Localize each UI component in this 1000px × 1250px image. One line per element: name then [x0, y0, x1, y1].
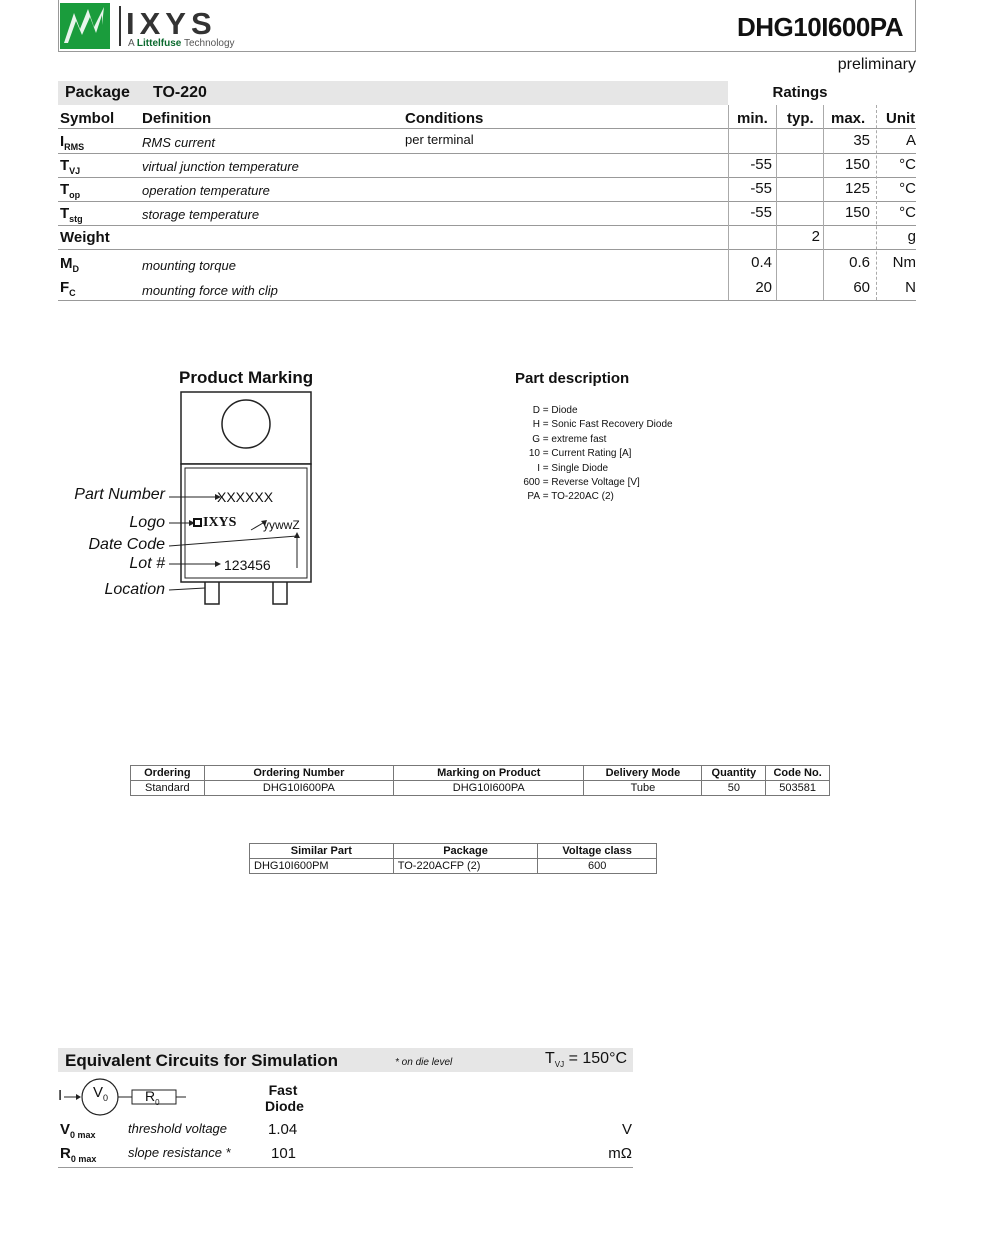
conditions-cell: per terminal — [405, 132, 474, 147]
symbol-top: $T_{op}$ — [60, 181, 81, 200]
logo-separator — [119, 6, 121, 46]
similar-part-table — [249, 843, 657, 874]
part-number-title: DHG10I600PA — [737, 12, 903, 42]
list-item: PA = TO-220AC (2) — [527, 491, 614, 503]
column-header-fast-diode — [265, 1082, 304, 1114]
min-cell: -55 — [750, 204, 772, 221]
symbol-v0max: $V_{0 max}$ — [60, 1121, 96, 1140]
table-cell: 600 — [538, 859, 657, 874]
definition-cell: slope resistance * — [128, 1145, 231, 1160]
table-cell: Standard — [131, 781, 205, 796]
circuit-r0-label: $R_0$ — [145, 1088, 160, 1107]
brand-name: IXYS — [126, 6, 217, 41]
table-rule — [58, 249, 916, 250]
max-cell: 35 — [853, 132, 870, 149]
column-divider — [776, 105, 777, 300]
marking-label-logo: Logo — [129, 514, 165, 531]
status-label: preliminary — [837, 56, 916, 73]
value-cell: 1.04 — [268, 1121, 298, 1138]
symbol-tvj: $T_{VJ}$ — [60, 157, 81, 176]
unit-cell: °C — [899, 180, 916, 197]
max-cell: 60 — [853, 279, 870, 296]
table-header: Voltage class — [538, 844, 657, 859]
col-max: max. — [831, 110, 866, 127]
marking-logo — [193, 515, 236, 531]
symbol-tstg: $T_{stg}$ — [60, 205, 83, 224]
unit-cell: V — [621, 1121, 632, 1138]
table-header-row — [131, 766, 830, 781]
marking-label-lot: Lot # — [129, 555, 165, 572]
list-item: 600 = Reverse Voltage [V] — [523, 477, 640, 489]
symbol-r0max: $R_{0 max}$ — [60, 1145, 97, 1164]
table-row — [250, 859, 657, 874]
part-description-title: Part description — [515, 370, 630, 387]
part-description-list — [518, 404, 673, 505]
unit-cell: °C — [899, 204, 916, 221]
list-item: D = Diode — [532, 405, 578, 416]
marking-label-location: Location — [104, 581, 165, 598]
marking-logo-text: IXYS — [203, 515, 237, 530]
list-item: I = Single Diode — [537, 462, 609, 474]
ratings-label: Ratings — [772, 84, 828, 101]
definition-cell: operation temperature — [142, 183, 270, 198]
max-cell: 150 — [844, 156, 870, 173]
max-cell: 0.6 — [849, 254, 870, 271]
tagline-brand: Littelfuse — [136, 38, 182, 49]
marking-label-part-number: Part Number — [74, 486, 165, 503]
table-rule — [58, 128, 916, 129]
col-typ: typ. — [787, 110, 814, 127]
circuit-current-label: I — [58, 1087, 63, 1104]
value-cell: 101 — [271, 1145, 297, 1162]
min-cell: -55 — [750, 156, 772, 173]
unit-cell: mΩ — [608, 1145, 632, 1162]
tagline-suffix: Technology — [183, 38, 235, 49]
table-header-row — [250, 844, 657, 859]
table-rule — [58, 177, 916, 178]
min-cell: -55 — [750, 180, 772, 197]
table-header: Quantity — [702, 766, 766, 781]
table-cell: 503581 — [766, 781, 830, 796]
col-unit: Unit — [886, 110, 916, 127]
symbol-md: $M_D$ — [60, 255, 79, 274]
max-cell: 150 — [844, 204, 870, 221]
tagline-prefix: A — [128, 38, 135, 49]
symbol-weight: Weight — [60, 229, 110, 246]
col-definition: Definition — [142, 110, 212, 127]
col-conditions: Conditions — [405, 110, 484, 127]
table-cell: 50 — [702, 781, 766, 796]
table-header: Package — [393, 844, 538, 859]
marking-label-date-code: Date Code — [88, 536, 165, 553]
col-min: min. — [737, 110, 768, 127]
table-rule — [58, 153, 916, 154]
table-header: Code No. — [766, 766, 830, 781]
ixys-logo-icon — [60, 3, 110, 49]
table-header: Similar Part — [250, 844, 394, 859]
ordering-table — [130, 765, 830, 796]
table-rule — [58, 201, 916, 202]
package-value: TO-220 — [153, 84, 207, 101]
max-cell: 125 — [844, 180, 870, 197]
equivalent-circuit-diagram — [58, 1078, 188, 1116]
definition-cell: virtual junction temperature — [142, 159, 299, 174]
table-rule — [58, 1167, 633, 1168]
table-header: Ordering — [131, 766, 205, 781]
definition-cell: RMS current — [142, 135, 215, 150]
table-cell: DHG10I600PA — [204, 781, 393, 796]
equivalent-condition: $T_{VJ} = 150^\circ C$ — [545, 1050, 628, 1070]
table-rule — [58, 225, 916, 226]
typ-cell: 2 — [811, 228, 820, 245]
marking-value-lot: 123456 — [224, 557, 271, 573]
ixys-mark-icon — [193, 518, 202, 527]
unit-cell: A — [905, 132, 916, 149]
table-cell: Tube — [584, 781, 702, 796]
list-item: 10 = Current Rating [A] — [528, 448, 632, 460]
unit-cell: N — [905, 279, 916, 296]
definition-cell: mounting torque — [142, 258, 236, 273]
column-header-line: Fast — [268, 1082, 298, 1098]
brand-tagline — [128, 38, 235, 49]
unit-cell: Nm — [892, 254, 916, 271]
table-header: Delivery Mode — [584, 766, 702, 781]
table-header: Marking on Product — [394, 766, 584, 781]
definition-cell: storage temperature — [142, 207, 260, 222]
table-rule — [58, 300, 916, 301]
table-cell: TO-220ACFP (2) — [393, 859, 538, 874]
marking-value-date-code: yywwZ — [263, 518, 300, 532]
definition-cell: mounting force with clip — [142, 283, 278, 298]
symbol-fc: $F_C$ — [60, 279, 76, 298]
min-cell: 0.4 — [751, 254, 772, 271]
product-marking-title: Product Marking — [179, 368, 314, 387]
symbol-irms: $I_{RMS}$ — [60, 133, 85, 152]
package-label: Package — [65, 84, 130, 101]
equivalent-title: Equivalent Circuits for Simulation — [65, 1051, 338, 1070]
table-cell: DHG10I600PA — [394, 781, 584, 796]
unit-cell: g — [907, 228, 916, 245]
col-symbol: Symbol — [60, 110, 115, 127]
column-header-line: Diode — [265, 1098, 304, 1114]
list-item: G = extreme fast — [532, 433, 607, 445]
list-item: H = Sonic Fast Recovery Diode — [532, 419, 673, 431]
table-row — [131, 781, 830, 796]
unit-cell: °C — [899, 156, 916, 173]
table-cell: DHG10I600PM — [250, 859, 394, 874]
definition-cell: threshold voltage — [128, 1121, 228, 1136]
circuit-v0-label: $V_0$ — [93, 1084, 109, 1103]
equivalent-note: * on die level — [395, 1057, 453, 1068]
marking-value-part-number: XXXXXX — [217, 489, 274, 505]
min-cell: 20 — [755, 279, 772, 296]
table-header: Ordering Number — [204, 766, 393, 781]
